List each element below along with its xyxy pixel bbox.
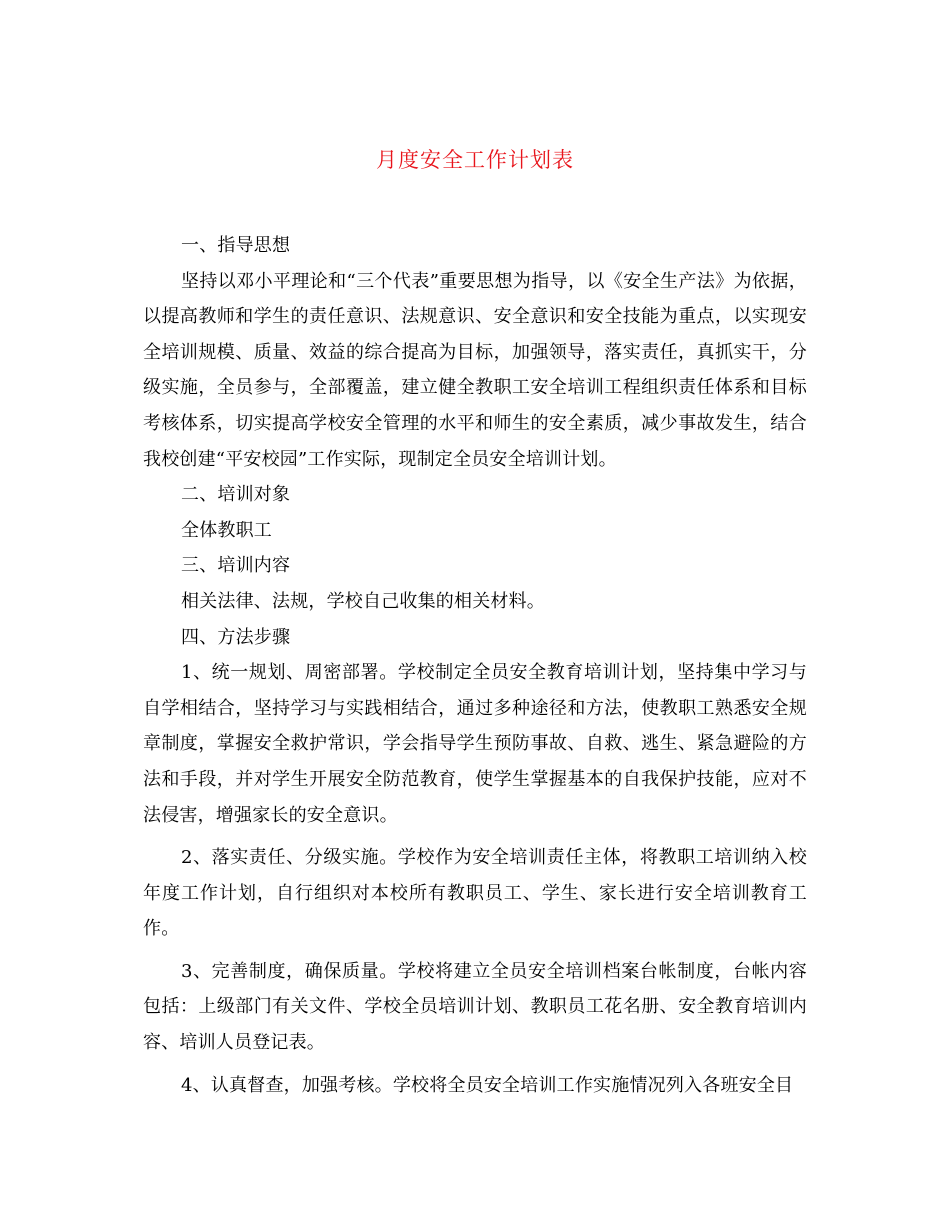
paragraph-training-content: 相关法律、法规，学校自己收集的相关材料。 bbox=[181, 590, 545, 612]
section-heading-training-target: 二、培训对象 bbox=[181, 484, 291, 506]
paragraph-guiding-ideology: 坚持以邓小平理论和“三个代表”重要思想为指导，以《安全生产法》为依据，以提高教师和学生的责任意识、法规意识、安全意识和安全技能为重点，以实现安全培训规模、质量、效益的综合提高为目标，加强领导，落实责任，真抓实干，分级实施，全员参与，全部覆盖，建立健全教职工安全培训工程组织责任体系和目标考核体系，切实提高学校安全管理的水平和师生的安全素质，减少事故发生，结合我校创建“平安校园”工作实际，现制定全员安全培训计划。 bbox=[143, 270, 807, 470]
paragraph-step-4: 4、认真督查，加强考核。学校将全员安全培训工作实施情况列入各班安全目 bbox=[181, 1074, 794, 1096]
paragraph-step-2: 2、落实责任、分级实施。学校作为安全培训责任主体，将教职工培训纳入校年度工作计划，自行组织对本校所有教职员工、学生、家长进行安全培训教育工作。 bbox=[143, 847, 807, 940]
section-heading-method-steps: 四、方法步骤 bbox=[181, 626, 291, 648]
paragraph-step-3: 3、完善制度，确保质量。学校将建立全员安全培训档案台帐制度，台帐内容包括：上级部门有关文件、学校全员培训计划、教职员工花名册、安全教育培训内容、培训人员登记表。 bbox=[143, 960, 807, 1054]
document-body bbox=[143, 228, 807, 1103]
paragraph-training-target: 全体教职工 bbox=[181, 519, 272, 541]
document-title: 月度安全工作计划表 bbox=[376, 148, 574, 172]
paragraph-step-1: 1、统一规划、周密部署。学校制定全员安全教育培训计划，坚持集中学习与自学相结合，坚持学习与实践相结合，通过多种途径和方法，使教职工熟悉安全规章制度，掌握安全救护常识，学会指导学生预防事故、自救、逃生、紧急避险的方法和手段，并对学生开展安全防范教育，使学生掌握基本的自我保护技能，应对不法侵害，增强家长的安全意识。 bbox=[143, 662, 807, 826]
section-heading-training-content: 三、培训内容 bbox=[181, 555, 291, 577]
section-heading-guiding-ideology: 一、指导思想 bbox=[181, 235, 291, 256]
